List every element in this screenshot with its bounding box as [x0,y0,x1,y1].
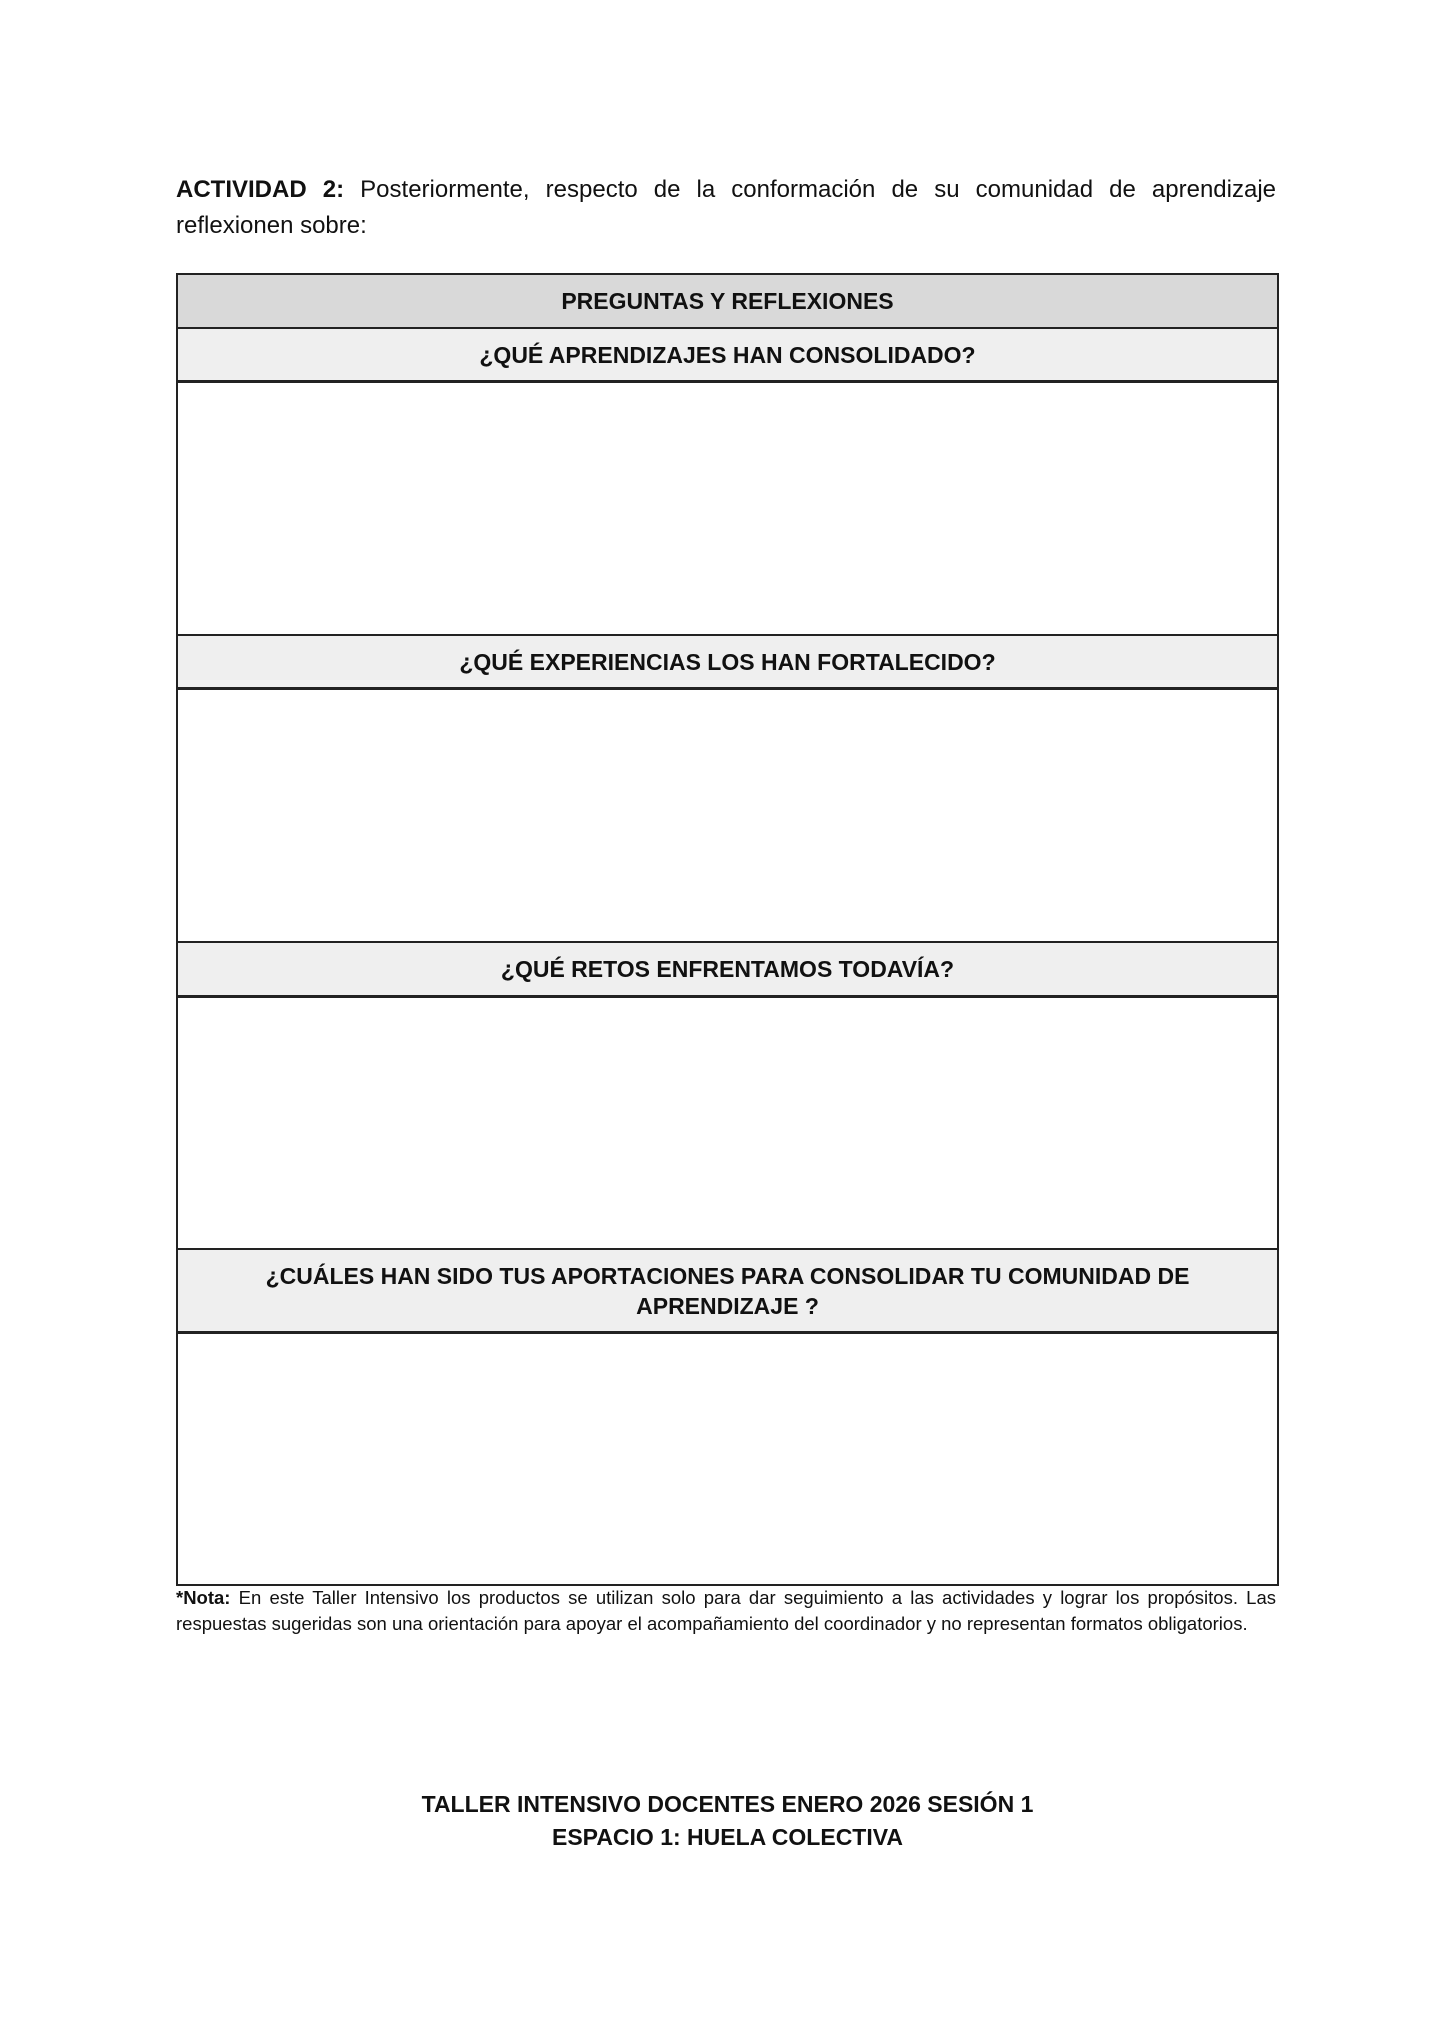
activity-intro [176,172,1276,244]
answer-area-2[interactable] [178,690,1277,943]
answer-area-3[interactable] [178,998,1277,1250]
footer-line-1: TALLER INTENSIVO DOCENTES ENERO 2026 SESIÓN 1 [421,1791,1034,1817]
question-header-1: ¿QUÉ APRENDIZAJES HAN CONSOLIDADO? [178,329,1277,383]
note-label: *Nota: [176,1587,231,1608]
answer-area-4[interactable] [178,1334,1277,1584]
question-header-3: ¿QUÉ RETOS ENFRENTAMOS TODAVÍA? [178,943,1277,998]
footer-line-2: ESPACIO 1: HUELA COLECTIVA [552,1824,903,1850]
reflection-table [176,273,1279,1586]
table-header: PREGUNTAS Y REFLEXIONES [178,275,1277,329]
activity-text: Posteriormente, respecto de la conformación de su comunidad de aprendizaje reflexionen sobre: [176,176,1277,239]
activity-label: ACTIVIDAD 2: [176,176,345,203]
answer-area-1[interactable] [178,383,1277,636]
question-header-4: ¿CUÁLES HAN SIDO TUS APORTACIONES PARA CONSOLIDAR TU COMUNIDAD DE APRENDIZAJE ? [178,1250,1277,1334]
note-text: En este Taller Intensivo los productos se utilizan solo para dar seguimiento a las actividades y lograr los propósitos. Las respuestas sugeridas son una orientación para apoyar el acompañamiento del coordinador y no representan formatos obligatorios. [176,1587,1276,1634]
note-paragraph [176,1585,1276,1637]
page-footer [176,1788,1279,1854]
question-header-2: ¿QUÉ EXPERIENCIAS LOS HAN FORTALECIDO? [178,636,1277,690]
